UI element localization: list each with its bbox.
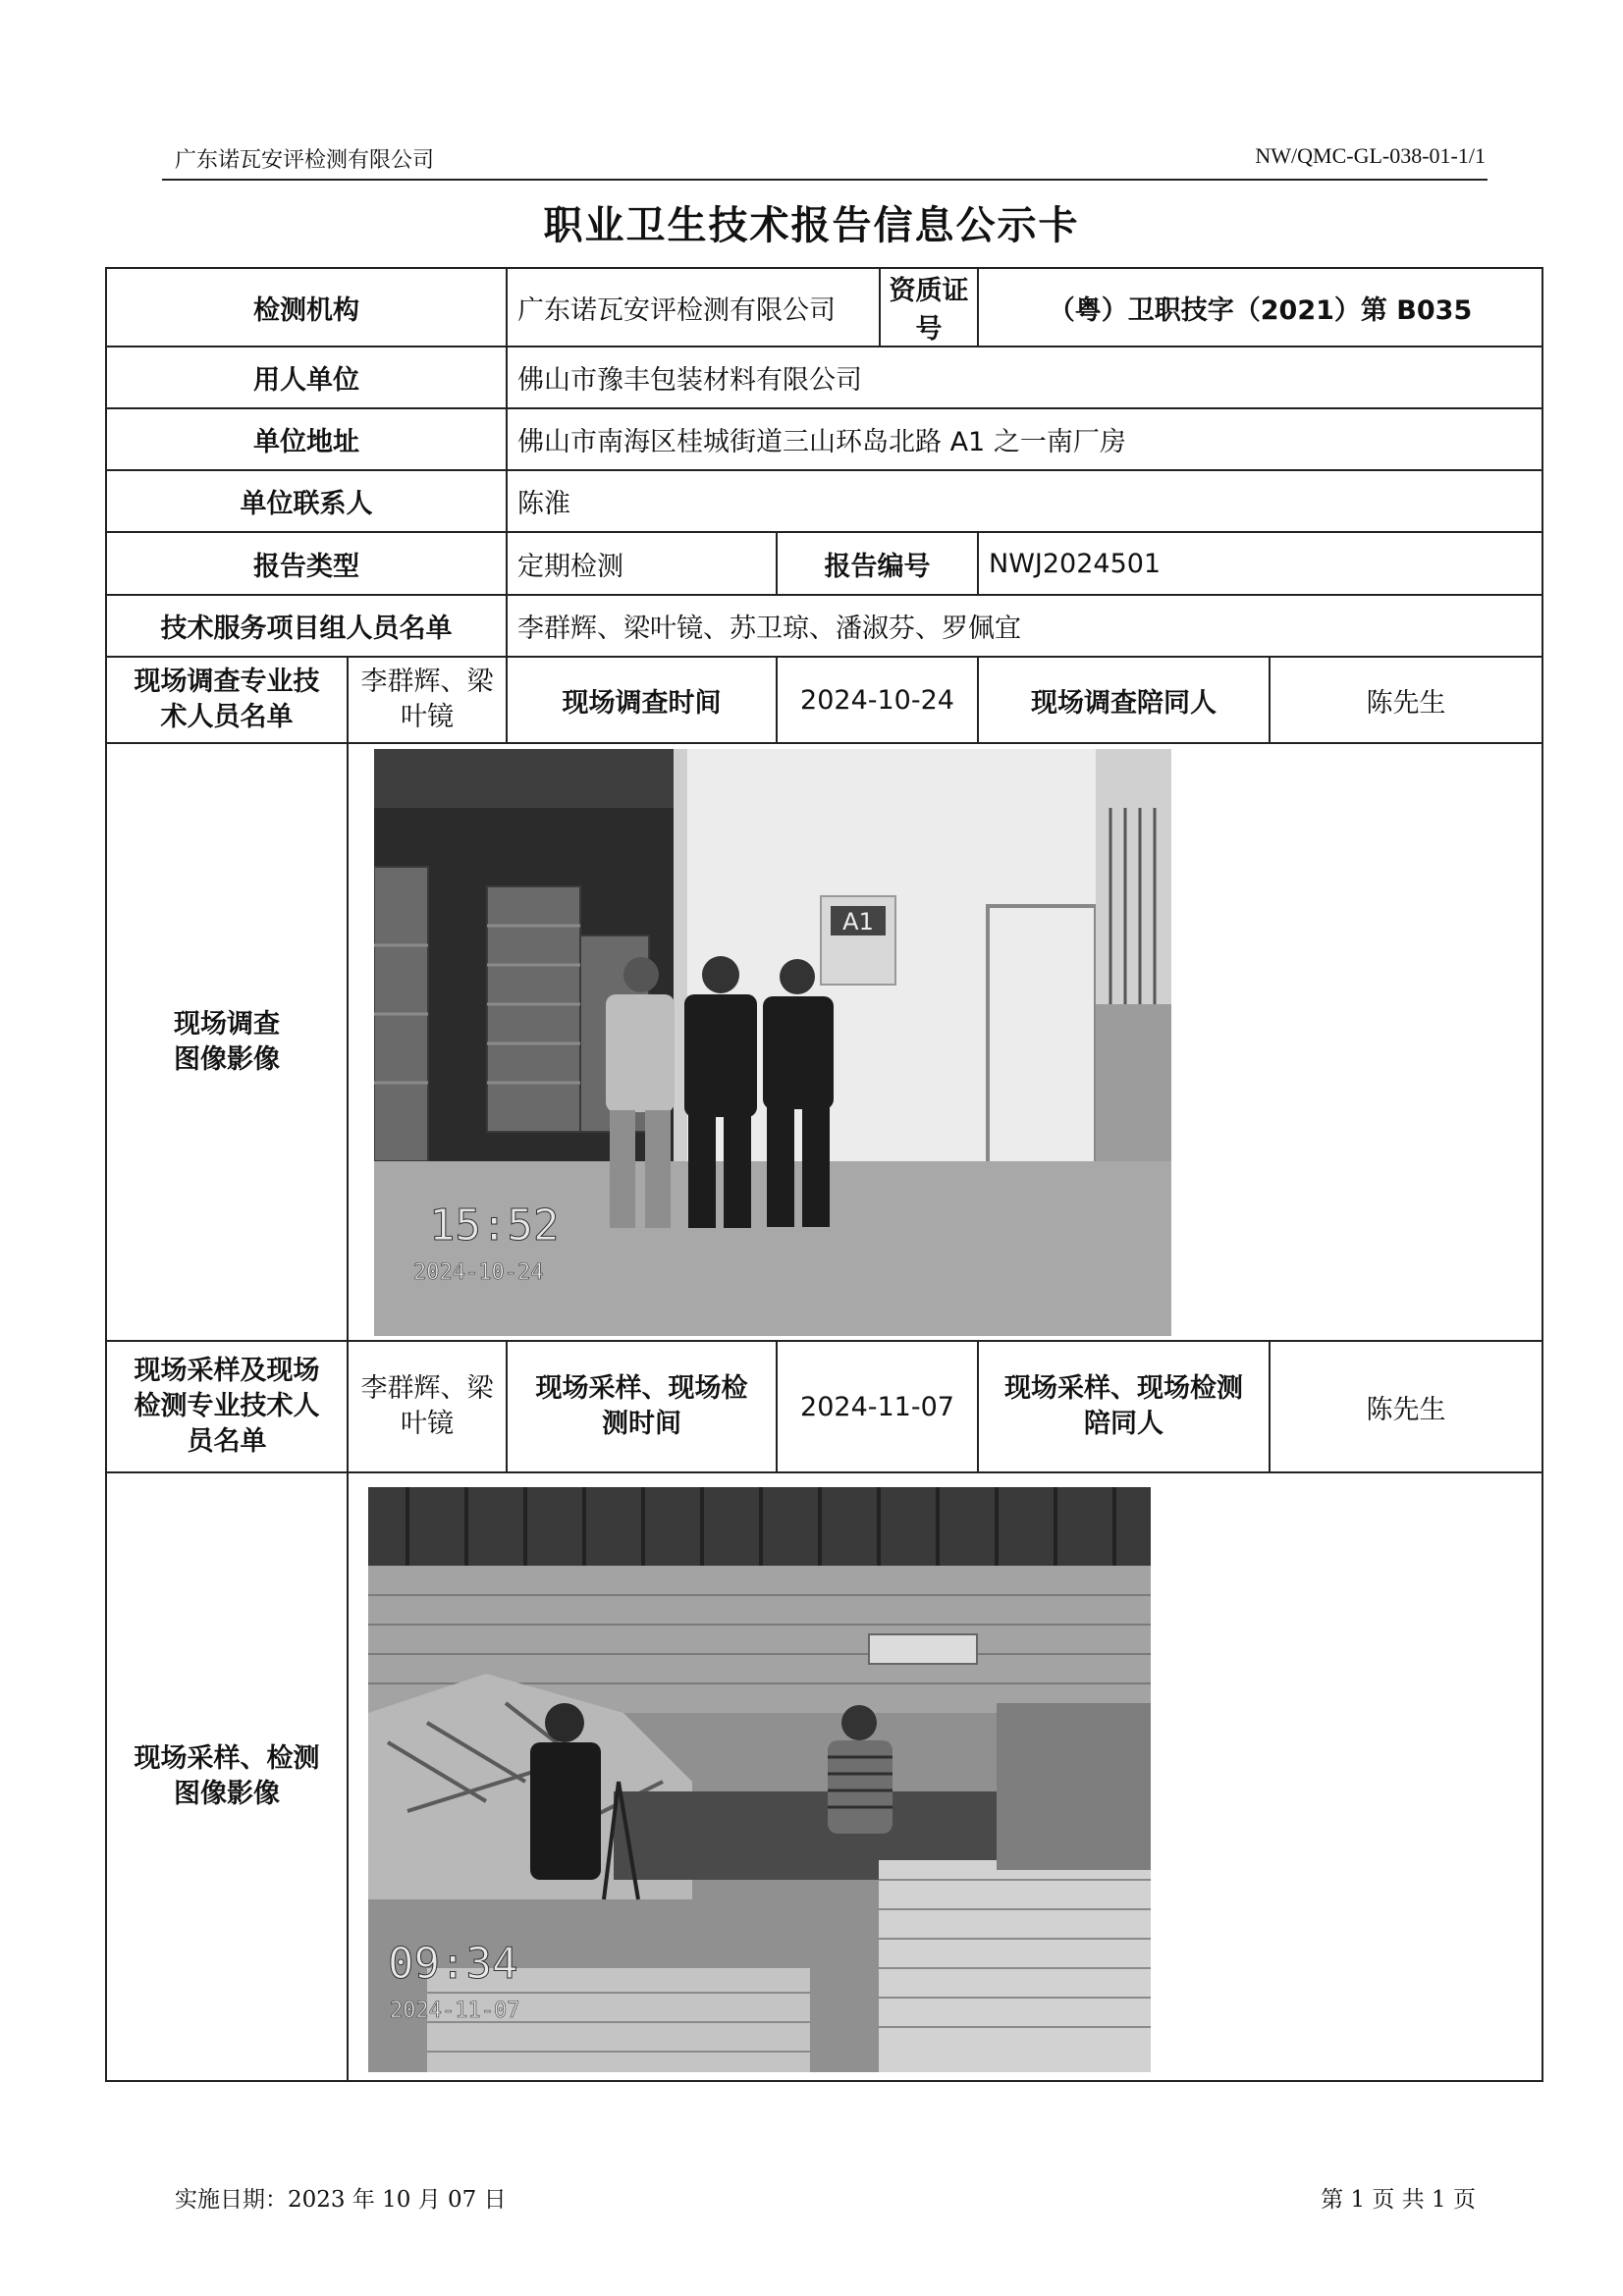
employer-value: 佛山市豫丰包装材料有限公司 [507, 347, 1542, 408]
sampling-time-label-line1: 现场采样、现场检 [535, 1373, 748, 1404]
row-sampling-image [106, 1472, 1542, 2081]
survey-image-label-line2: 图像影像 [174, 1043, 280, 1075]
row-sampling-staff [106, 1341, 1542, 1472]
cert-value: （粤）卫职技字（2021）第 B035 [978, 268, 1542, 347]
sampling-staff-label [106, 1341, 348, 1472]
survey-time-label: 现场调查时间 [507, 657, 777, 743]
document-title: 职业卫生技术报告信息公示卡 [543, 203, 1080, 248]
sampling-image-label-line2: 图像影像 [174, 1779, 280, 1809]
sampling-escort-label-line2: 陪同人 [1084, 1409, 1163, 1439]
sampling-photo-timestamp: 09:34 [388, 1939, 518, 1989]
report-type-value: 定期检测 [507, 532, 777, 595]
row-team [106, 595, 1542, 657]
report-type-label: 报告类型 [106, 532, 507, 595]
address-label: 单位地址 [106, 408, 507, 470]
survey-staff-label [106, 657, 348, 743]
report-no-label: 报告编号 [777, 532, 978, 595]
contact-label: 单位联系人 [106, 470, 507, 532]
survey-image-cell [348, 743, 1542, 1341]
survey-photo-image [374, 749, 1171, 1336]
team-value: 李群辉、梁叶镜、苏卫琼、潘淑芬、罗佩宜 [507, 595, 1542, 657]
sampling-escort-label [978, 1341, 1270, 1472]
survey-image-label [106, 743, 348, 1341]
header-doc-code: NW/QMC-GL-038-01-1/1 [1255, 143, 1486, 168]
sampling-time-label [507, 1341, 777, 1472]
report-no-value: NWJ2024501 [978, 532, 1542, 595]
sampling-staff-label-line3: 员名单 [187, 1426, 267, 1457]
sampling-photo-image [368, 1487, 1151, 2072]
survey-staff-value: 李群辉、梁叶镜 [348, 657, 507, 743]
survey-image-label-line1: 现场调查 [174, 1008, 280, 1040]
survey-time-value: 2024-10-24 [777, 657, 978, 743]
sampling-image-label-line1: 现场采样、检测 [134, 1743, 320, 1774]
survey-escort-label: 现场调查陪同人 [978, 657, 1270, 743]
sampling-escort-label-line1: 现场采样、现场检测 [1004, 1373, 1243, 1404]
row-survey-staff [106, 657, 1542, 743]
survey-staff-label-line2: 术人员名单 [160, 702, 294, 732]
survey-photo [374, 749, 1171, 1336]
sampling-staff-label-line1: 现场采样及现场 [134, 1356, 320, 1386]
agency-label: 检测机构 [106, 268, 507, 347]
sampling-escort-value: 陈先生 [1270, 1341, 1542, 1472]
contact-value: 陈淮 [507, 470, 1542, 532]
team-label: 技术服务项目组人员名单 [106, 595, 507, 657]
sampling-time-value: 2024-11-07 [777, 1341, 978, 1472]
cert-label: 资质证号 [880, 268, 978, 347]
address-value: 佛山市南海区桂城街道三山环岛北路 A1 之一南厂房 [507, 408, 1542, 470]
sampling-image-cell [348, 1472, 1542, 2081]
header-rule [162, 179, 1488, 181]
agency-value: 广东诺瓦安评检测有限公司 [507, 268, 880, 347]
row-agency [106, 268, 1542, 347]
row-contact [106, 470, 1542, 532]
sampling-staff-value: 李群辉、梁叶镜 [348, 1341, 507, 1472]
sampling-photo-datestamp: 2024-11-07 [390, 1999, 520, 2023]
row-survey-image [106, 743, 1542, 1341]
sampling-photo [368, 1487, 1151, 2072]
sampling-staff-label-line2: 检测专业技术人 [134, 1391, 320, 1421]
sampling-time-label-line2: 测时间 [602, 1409, 681, 1439]
row-address [106, 408, 1542, 470]
survey-escort-value: 陈先生 [1270, 657, 1542, 743]
footer-effective-date: 实施日期：2023 年 10 月 07 日 [175, 2187, 507, 2213]
survey-photo-timestamp: 15:52 [429, 1200, 560, 1251]
survey-photo-sign: A1 [842, 907, 874, 935]
info-card-table [105, 267, 1543, 2082]
header-company: 广东诺瓦安评检测有限公司 [175, 148, 435, 173]
sampling-image-label [106, 1472, 348, 2081]
footer-page-info: 第 1 页 共 1 页 [1321, 2187, 1476, 2213]
row-employer [106, 347, 1542, 408]
survey-photo-datestamp: 2024-10-24 [413, 1259, 544, 1285]
row-report-type [106, 532, 1542, 595]
survey-staff-label-line1: 现场调查专业技 [134, 667, 320, 697]
employer-label: 用人单位 [106, 347, 507, 408]
